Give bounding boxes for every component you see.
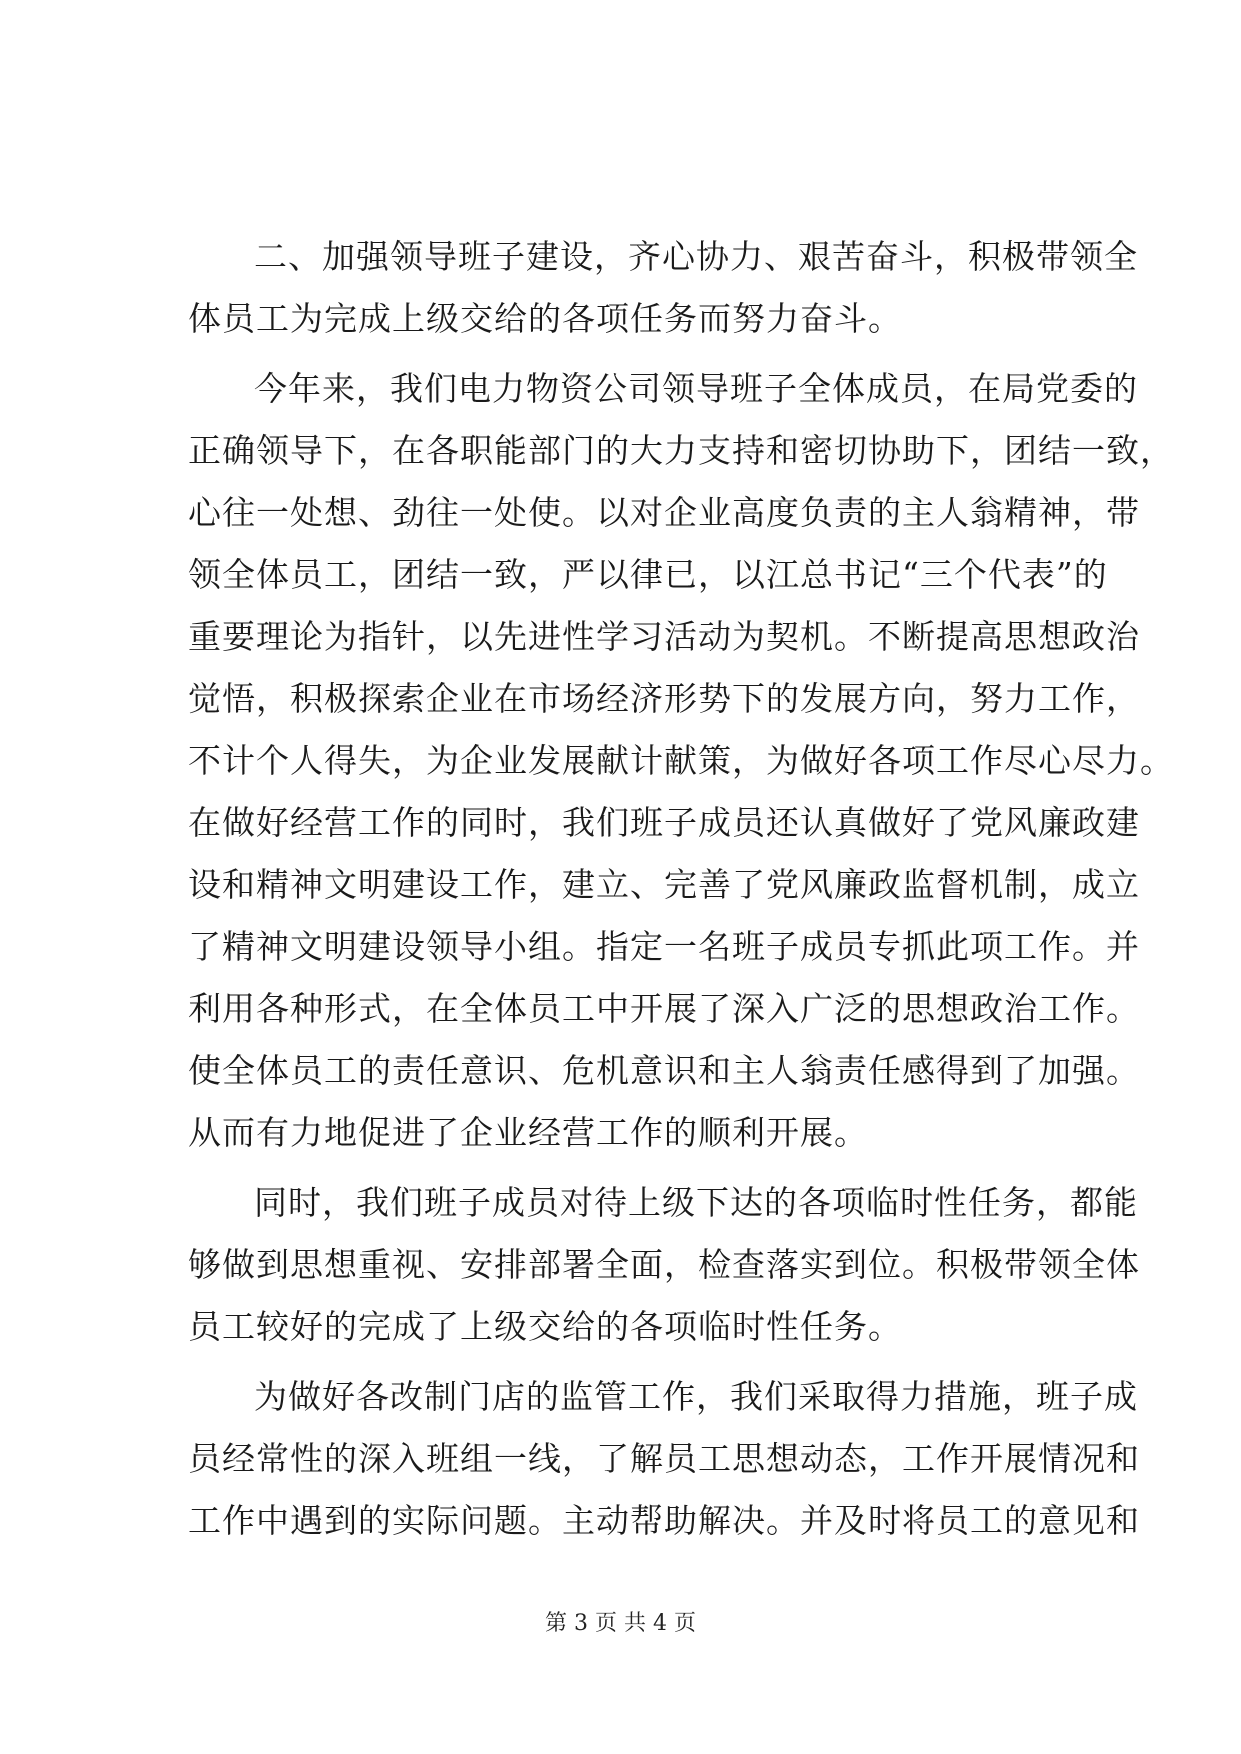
text-line: 正确领导下，在各职能部门的大力支持和密切协助下，团结一致， — [188, 431, 1174, 470]
text-line: 二、加强领导班子建设，齐心协力、艰苦奋斗，积极带领全 — [254, 237, 1138, 276]
text-line: 体员工为完成上级交给的各项任务而努力奋斗。 — [188, 299, 902, 338]
text-line: 利用各种形式，在全体员工中开展了深入广泛的思想政治工作。 — [188, 989, 1140, 1028]
text-line: 员工较好的完成了上级交给的各项临时性任务。 — [188, 1307, 902, 1346]
text-line: 从而有力地促进了企业经营工作的顺利开展。 — [188, 1113, 868, 1152]
paragraph — [188, 226, 1138, 350]
text-line: 工作中遇到的实际问题。主动帮助解决。并及时将员工的意见和 — [188, 1501, 1140, 1540]
text-line: 觉悟，积极探索企业在市场经济形势下的发展方向，努力工作， — [188, 679, 1140, 718]
paragraph — [188, 1172, 1140, 1358]
text-line: 为做好各改制门店的监管工作，我们采取得力措施，班子成 — [254, 1377, 1138, 1416]
text-line: 心往一处想、劲往一处使。以对企业高度负责的主人翁精神，带 — [188, 493, 1140, 532]
text-line: 在做好经营工作的同时，我们班子成员还认真做好了党风廉政建 — [188, 803, 1140, 842]
text-line: 领全体员工，团结一致，严以律已，以江总书记“三个代表”的 — [188, 555, 1108, 594]
paragraph — [188, 1366, 1140, 1552]
paragraph — [188, 358, 1174, 1164]
text-line: 同时，我们班子成员对待上级下达的各项临时性任务，都能 — [254, 1183, 1138, 1222]
text-line: 了精神文明建设领导小组。指定一名班子成员专抓此项工作。并 — [188, 927, 1140, 966]
document-body — [188, 226, 1174, 1552]
text-line: 重要理论为指针，以先进性学习活动为契机。不断提高思想政治 — [188, 617, 1140, 656]
text-line: 够做到思想重视、安排部署全面，检查落实到位。积极带领全体 — [188, 1245, 1140, 1284]
text-line: 使全体员工的责任意识、危机意识和主人翁责任感得到了加强。 — [188, 1051, 1140, 1090]
page-number-footer: 第 3 页 共 4 页 — [545, 1611, 696, 1636]
text-line: 不计个人得失，为企业发展献计献策，为做好各项工作尽心尽力。 — [188, 741, 1174, 780]
text-line: 设和精神文明建设工作，建立、完善了党风廉政监督机制，成立 — [188, 865, 1140, 904]
text-line: 员经常性的深入班组一线，了解员工思想动态，工作开展情况和 — [188, 1439, 1140, 1478]
text-line: 今年来，我们电力物资公司领导班子全体成员，在局党委的 — [254, 369, 1138, 408]
